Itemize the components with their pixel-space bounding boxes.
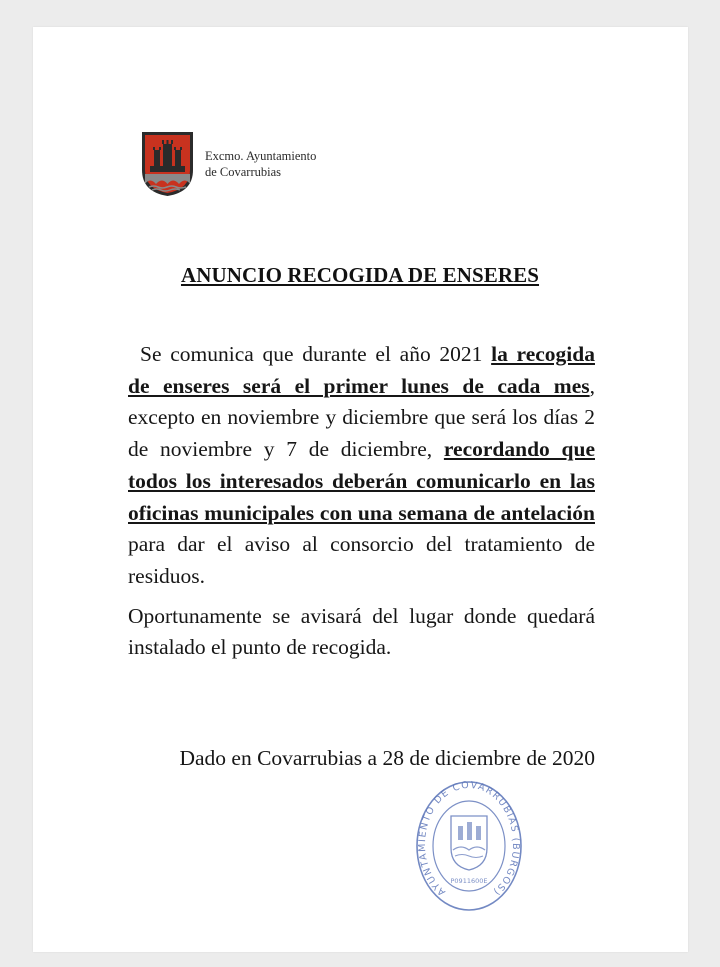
notification-requirement-highlight: recordando que todos los interesados deberán comunicarlo en las oficinas municipales con una semana de antelación	[128, 437, 595, 525]
collection-schedule-highlight: la recogida de enseres será el primer lunes de cada mes	[128, 342, 595, 398]
council-name	[205, 148, 316, 180]
paragraph-location: Oportunamente se avisará del lugar donde quedará instalado el punto de recogida.	[128, 603, 595, 660]
letterhead	[140, 130, 316, 198]
seal-code: P0911600E	[450, 877, 488, 885]
paragraph-intro: Se comunica que durante el año 2021	[140, 342, 492, 366]
council-name-line2: de Covarrubias	[205, 165, 282, 179]
official-seal-stamp	[413, 778, 525, 914]
dated-line: Dado en Covarrubias a 28 de diciembre de 2020	[179, 746, 595, 770]
paragraph-main	[128, 339, 595, 593]
announcement-title: ANUNCIO RECOGIDA DE ENSERES	[180, 263, 540, 287]
svg-text:AYUNTAMIENTO DE COVARRUBIAS (B: AYUNTAMIENTO DE COVARRUBIAS (BURGOS)	[416, 779, 522, 898]
council-name-line1: Excmo. Ayuntamiento	[205, 149, 317, 163]
coat-of-arms-icon	[140, 130, 195, 198]
paragraph-end: para dar el aviso al consorcio del tratamiento de residuos.	[128, 532, 595, 588]
announcement-body	[128, 339, 595, 664]
paragraph-exceptions: , excepto en noviembre y diciembre que será los días 2 de noviembre y 7 de diciembre,	[128, 373, 595, 462]
